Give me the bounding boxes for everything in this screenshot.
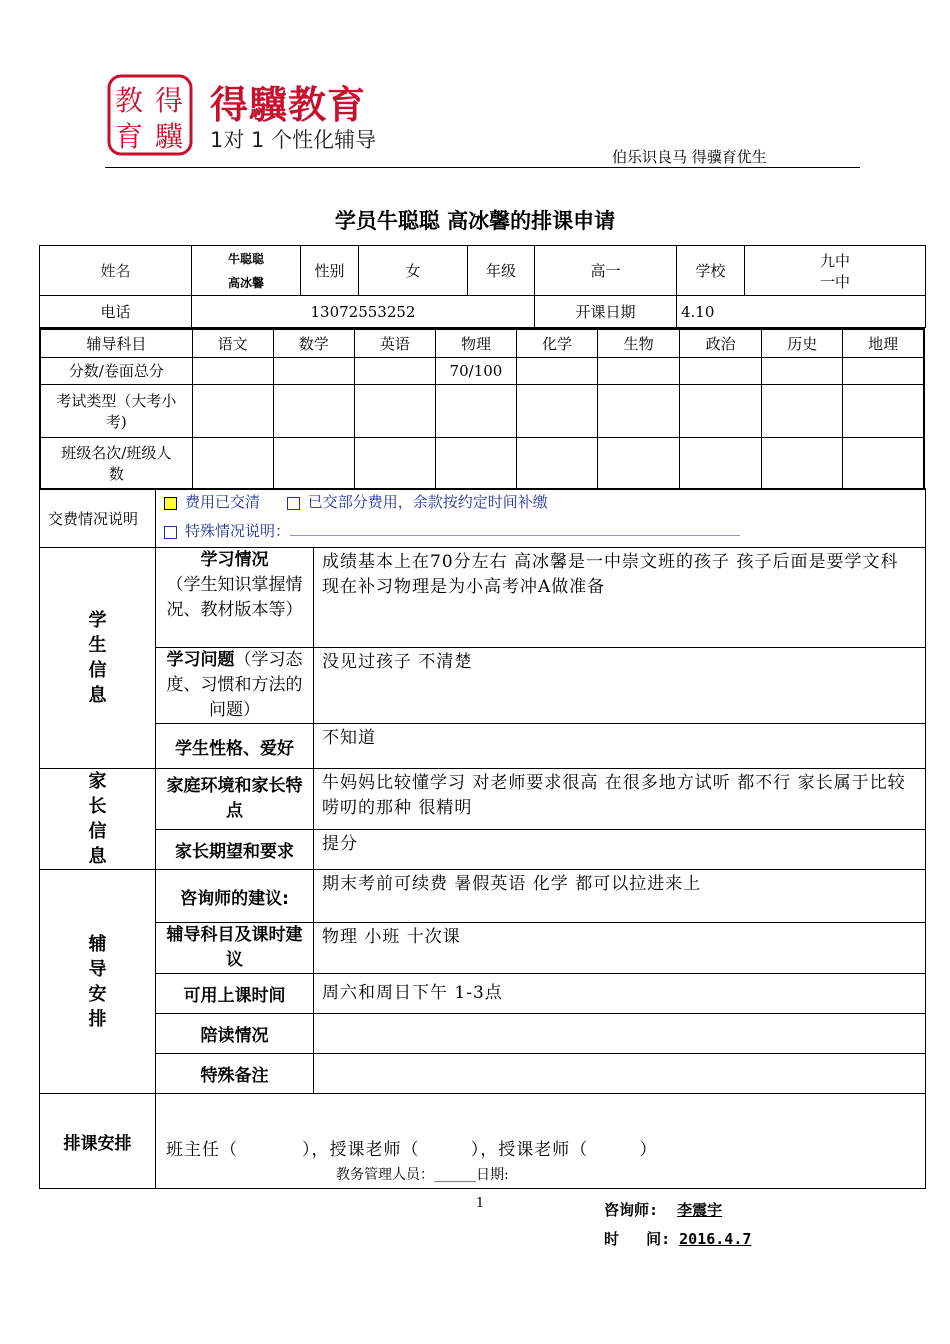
- start-date-value: 4.10: [677, 296, 926, 328]
- fee-label: 交费情况说明: [40, 489, 156, 548]
- problem-sub: （学习态度、习惯和方法的问题）: [166, 650, 303, 720]
- name-value-1: 牛聪聪: [227, 251, 264, 266]
- study-label: 学习情况: [200, 550, 269, 570]
- student-info-group: [40, 548, 156, 769]
- family-env-content: 牛妈妈比较懂学习 对老师要求很高 在很多地方试听 都不行 家长属于比较唠叨的那种 很精明: [314, 769, 926, 830]
- rank-line-1: 班级名次/班级人: [61, 443, 172, 462]
- date-label: 日期:: [476, 1167, 509, 1183]
- rank-line-2: 数: [108, 464, 124, 483]
- checkbox-icon[interactable]: [287, 497, 300, 510]
- consultant-label: 咨询师:: [604, 1201, 659, 1219]
- checkbox-icon[interactable]: [164, 497, 177, 510]
- fee-option-paid[interactable]: [164, 491, 921, 512]
- admin-label: 教务管理人员：: [336, 1167, 434, 1183]
- fee-option-partial-label: 已交部分费用，余款按约定时间补缴: [307, 493, 548, 511]
- available-time-label: 可用上课时间: [156, 974, 314, 1014]
- parent-expect-label: 家长期望和要求: [156, 829, 314, 869]
- grade-label: 年级: [468, 246, 535, 296]
- group-char: 学: [88, 610, 107, 631]
- group-char: 安: [88, 983, 107, 1005]
- accompany-label: 陪读情况: [156, 1014, 314, 1054]
- subject-name: 物理: [435, 329, 516, 357]
- school-value-2: 一中: [819, 272, 850, 291]
- group-char: 导: [88, 958, 107, 980]
- grade-value: 高一: [535, 246, 677, 296]
- group-char: 息: [88, 846, 107, 867]
- personality-label: 学生性格、爱好: [156, 724, 314, 769]
- subject-name: 数学: [273, 329, 354, 357]
- study-sub: （学生知识掌握情况、教材版本等）: [166, 575, 303, 620]
- subjects-table: [39, 328, 925, 490]
- gender-label: 性别: [301, 246, 359, 296]
- schedule-teachers: 班主任（ ），授课老师（ ），授课老师（ ）: [166, 1140, 658, 1160]
- schedule-admin: [336, 1164, 921, 1184]
- subject-name: 政治: [680, 329, 762, 357]
- subject-header-label: 辅导科目: [40, 329, 192, 357]
- problem-label: 学习问题: [166, 650, 235, 670]
- phone-label: 电话: [40, 296, 192, 328]
- basic-info-table: [39, 245, 926, 328]
- group-char: 信: [88, 821, 107, 842]
- available-time-content: 周六和周日下午 1-3点: [314, 974, 926, 1014]
- study-problem-content: 没见过孩子 不清楚: [314, 648, 926, 724]
- school-value: [745, 246, 926, 296]
- group-char: 家: [88, 771, 107, 792]
- seal-char: 教: [114, 84, 144, 117]
- score-row-label: 分数/卷面总分: [40, 357, 192, 384]
- seal-char: 驥: [154, 120, 184, 153]
- logo-subtitle: 1对 1 个性化辅导: [210, 128, 377, 152]
- arrange-group: [40, 870, 156, 1094]
- physics-score: 70/100: [435, 357, 516, 384]
- fee-options: [156, 489, 926, 548]
- details-table: [39, 488, 926, 1189]
- group-char: 息: [88, 685, 107, 706]
- family-env-label: 家庭环境和家长特点: [156, 769, 314, 830]
- exam-type-row-label: [40, 384, 192, 437]
- special-note-label: 特殊备注: [156, 1054, 314, 1094]
- checkbox-icon[interactable]: [164, 526, 177, 539]
- subject-name: 化学: [516, 329, 597, 357]
- advice-label: 咨询师的建议:: [156, 870, 314, 923]
- time-value: 2016.4.7: [679, 1230, 752, 1248]
- subject-name: 英语: [354, 329, 435, 357]
- fee-option-paid-label: 费用已交清: [185, 493, 261, 511]
- name-value-2: 高冰馨: [227, 275, 264, 290]
- exam-type-line-2: 考): [105, 412, 127, 431]
- parent-expect-content: 提分: [314, 829, 926, 869]
- study-problem-label: [156, 648, 314, 724]
- group-char: 信: [88, 660, 107, 681]
- group-char: 排: [88, 1008, 107, 1030]
- group-char: 辅: [88, 933, 107, 955]
- start-date-label: 开课日期: [535, 296, 677, 328]
- school-value-1: 九中: [819, 251, 850, 270]
- time-line: [604, 1228, 751, 1249]
- time-label: 时 间:: [604, 1230, 671, 1248]
- group-char: 长: [88, 796, 107, 817]
- subject-advice-content: 物理 小班 十次课: [314, 923, 926, 974]
- page-title: 学员牛聪聪 高冰馨的排课申请: [334, 209, 616, 233]
- seal-char: 育: [114, 120, 144, 153]
- header-divider: [105, 167, 860, 168]
- schedule-label: 排课安排: [40, 1094, 156, 1189]
- name-value: [192, 246, 301, 296]
- subject-name: 历史: [762, 329, 843, 357]
- group-char: 生: [88, 635, 107, 656]
- admin-blank: ______: [434, 1167, 476, 1183]
- accompany-content: [314, 1014, 926, 1054]
- schedule-content: [156, 1094, 926, 1189]
- page-number: 1: [475, 1196, 485, 1211]
- advice-content: 期末考前可续费 暑假英语 化学 都可以拉进来上: [314, 870, 926, 923]
- personality-content: 不知道: [314, 724, 926, 769]
- fee-option-special-label: 特殊情况说明：: [185, 522, 291, 540]
- seal-char: 得: [154, 84, 184, 117]
- subject-name: 地理: [843, 329, 924, 357]
- name-label: 姓名: [40, 246, 192, 296]
- phone-value: 13072553252: [192, 296, 535, 328]
- study-situation-label: [156, 548, 314, 648]
- motto: 伯乐识良马 得骥育优生: [612, 148, 767, 166]
- study-situation-content: 成绩基本上在70分左右 高冰馨是一中崇文班的孩子 孩子后面是要学文科 现在补习物理是为小高考冲A做准备: [314, 548, 926, 648]
- gender-value: 女: [359, 246, 468, 296]
- special-note-content: [314, 1054, 926, 1094]
- logo-title: 得驥教育: [210, 83, 367, 127]
- rank-row-label: [40, 437, 192, 489]
- school-label: 学校: [677, 246, 745, 296]
- fee-option-special[interactable]: [164, 520, 921, 541]
- logo-seal: [107, 74, 193, 156]
- consultant-line: [604, 1199, 722, 1220]
- subject-advice-label: 辅导科目及课时建议: [156, 923, 314, 974]
- consultant-name: 李震宇: [677, 1201, 723, 1219]
- exam-type-line-1: 考试类型（大考小: [56, 391, 177, 410]
- subject-name: 生物: [598, 329, 680, 357]
- parent-info-group: [40, 769, 156, 870]
- subject-name: 语文: [192, 329, 273, 357]
